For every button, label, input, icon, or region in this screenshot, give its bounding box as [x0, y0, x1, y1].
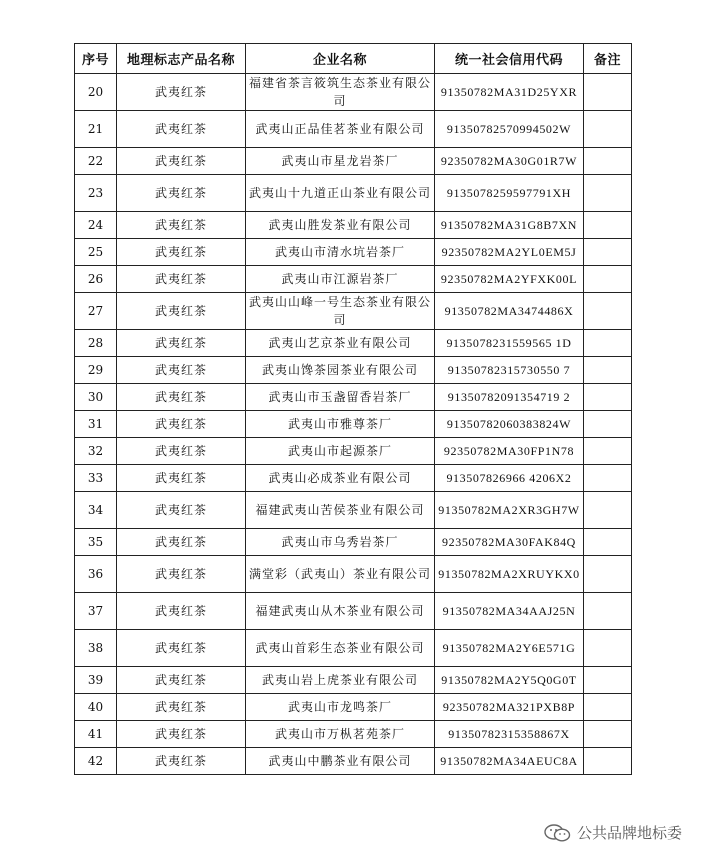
header-code: 统一社会信用代码 — [435, 44, 584, 74]
cell-enterprise: 福建武夷山从木茶业有限公司 — [246, 593, 435, 630]
wechat-icon — [543, 823, 573, 843]
cell-code: 91350782MA2XR3GH7W — [435, 492, 584, 529]
cell-product: 武夷红茶 — [117, 529, 246, 556]
cell-remark — [584, 384, 632, 411]
cell-remark — [584, 175, 632, 212]
cell-code: 91350782MA31D25YXR — [435, 74, 584, 111]
cell-enterprise: 满堂彩（武夷山）茶业有限公司 — [246, 556, 435, 593]
cell-code: 91350782MA34AEUC8A — [435, 748, 584, 775]
table-row — [75, 667, 632, 694]
cell-product: 武夷红茶 — [117, 438, 246, 465]
cell-product: 武夷红茶 — [117, 212, 246, 239]
cell-no: 31 — [75, 411, 117, 438]
table-row — [75, 239, 632, 266]
cell-remark — [584, 465, 632, 492]
cell-enterprise: 武夷山市星龙岩茶厂 — [246, 148, 435, 175]
cell-enterprise: 武夷山十九道正山茶业有限公司 — [246, 175, 435, 212]
table-row — [75, 330, 632, 357]
cell-product: 武夷红茶 — [117, 694, 246, 721]
cell-no: 34 — [75, 492, 117, 529]
cell-no: 42 — [75, 748, 117, 775]
cell-code: 92350782MA321PXB8P — [435, 694, 584, 721]
cell-remark — [584, 239, 632, 266]
cell-no: 29 — [75, 357, 117, 384]
table-row — [75, 357, 632, 384]
cell-no: 22 — [75, 148, 117, 175]
table-header-row — [75, 44, 632, 74]
cell-enterprise: 武夷山市龙鸣茶厂 — [246, 694, 435, 721]
cell-code: 92350782MA2YL0EM5J — [435, 239, 584, 266]
table-row — [75, 748, 632, 775]
header-enterprise: 企业名称 — [246, 44, 435, 74]
cell-code: 91350782MA2Y6E571G — [435, 630, 584, 667]
cell-product: 武夷红茶 — [117, 175, 246, 212]
header-product: 地理标志产品名称 — [117, 44, 246, 74]
cell-enterprise: 武夷山首彩生态茶业有限公司 — [246, 630, 435, 667]
cell-code: 91350782091354719 2 — [435, 384, 584, 411]
cell-remark — [584, 556, 632, 593]
cell-product: 武夷红茶 — [117, 721, 246, 748]
cell-remark — [584, 694, 632, 721]
cell-product: 武夷红茶 — [117, 357, 246, 384]
cell-remark — [584, 330, 632, 357]
cell-no: 37 — [75, 593, 117, 630]
table-row — [75, 721, 632, 748]
cell-no: 40 — [75, 694, 117, 721]
cell-enterprise: 武夷山山峰一号生态茶业有限公司 — [246, 293, 435, 330]
cell-enterprise: 武夷山市万枞茗苑茶厂 — [246, 721, 435, 748]
cell-remark — [584, 212, 632, 239]
cell-enterprise: 武夷山正品佳茗茶业有限公司 — [246, 111, 435, 148]
cell-code: 91350782MA2Y5Q0G0T — [435, 667, 584, 694]
cell-enterprise: 武夷山市清水坑岩茶厂 — [246, 239, 435, 266]
cell-product: 武夷红茶 — [117, 148, 246, 175]
cell-code: 91350782315358867X — [435, 721, 584, 748]
cell-product: 武夷红茶 — [117, 330, 246, 357]
cell-code: 91350782060383824W — [435, 411, 584, 438]
cell-product: 武夷红茶 — [117, 74, 246, 111]
cell-no: 33 — [75, 465, 117, 492]
table-row — [75, 492, 632, 529]
cell-enterprise: 武夷山馋茶园茶业有限公司 — [246, 357, 435, 384]
cell-no: 25 — [75, 239, 117, 266]
watermark — [543, 822, 682, 843]
cell-enterprise: 武夷山市玉盏留香岩茶厂 — [246, 384, 435, 411]
cell-remark — [584, 667, 632, 694]
cell-remark — [584, 293, 632, 330]
cell-product: 武夷红茶 — [117, 111, 246, 148]
cell-product: 武夷红茶 — [117, 593, 246, 630]
cell-remark — [584, 492, 632, 529]
cell-remark — [584, 74, 632, 111]
cell-no: 39 — [75, 667, 117, 694]
table-row — [75, 438, 632, 465]
cell-code: 91350782MA34AAJ25N — [435, 593, 584, 630]
cell-remark — [584, 111, 632, 148]
table-row — [75, 74, 632, 111]
cell-remark — [584, 266, 632, 293]
cell-code: 913507826966 4206X2 — [435, 465, 584, 492]
cell-enterprise: 福建武夷山苦侯茶业有限公司 — [246, 492, 435, 529]
cell-enterprise: 武夷山岩上虎茶业有限公司 — [246, 667, 435, 694]
cell-product: 武夷红茶 — [117, 266, 246, 293]
cell-remark — [584, 438, 632, 465]
cell-enterprise: 武夷山必成茶业有限公司 — [246, 465, 435, 492]
watermark-text: 公共品牌地标委 — [576, 824, 682, 842]
cell-remark — [584, 721, 632, 748]
cell-remark — [584, 630, 632, 667]
cell-remark — [584, 748, 632, 775]
table-row — [75, 411, 632, 438]
cell-code: 91350782MA31G8B7XN — [435, 212, 584, 239]
table-row — [75, 148, 632, 175]
header-no: 序号 — [75, 44, 117, 74]
cell-code: 91350782MA2XRUYKX0 — [435, 556, 584, 593]
cell-enterprise: 武夷山中鹏茶业有限公司 — [246, 748, 435, 775]
cell-product: 武夷红茶 — [117, 411, 246, 438]
cell-enterprise: 武夷山胜发茶业有限公司 — [246, 212, 435, 239]
cell-no: 28 — [75, 330, 117, 357]
cell-product: 武夷红茶 — [117, 556, 246, 593]
cell-product: 武夷红茶 — [117, 630, 246, 667]
cell-code: 91350782MA3474486X — [435, 293, 584, 330]
cell-enterprise: 武夷山市乌秀岩茶厂 — [246, 529, 435, 556]
cell-no: 36 — [75, 556, 117, 593]
cell-remark — [584, 593, 632, 630]
cell-product: 武夷红茶 — [117, 293, 246, 330]
cell-remark — [584, 357, 632, 384]
cell-code: 91350782315730550 7 — [435, 357, 584, 384]
cell-no: 30 — [75, 384, 117, 411]
table-row — [75, 266, 632, 293]
table-row — [75, 111, 632, 148]
cell-no: 38 — [75, 630, 117, 667]
cell-code: 9135078231559565 1D — [435, 330, 584, 357]
table-row — [75, 556, 632, 593]
cell-remark — [584, 529, 632, 556]
cell-no: 35 — [75, 529, 117, 556]
table-row — [75, 529, 632, 556]
table-row — [75, 293, 632, 330]
cell-code: 92350782MA30G01R7W — [435, 148, 584, 175]
cell-enterprise: 武夷山市起源茶厂 — [246, 438, 435, 465]
cell-enterprise: 武夷山市江源岩茶厂 — [246, 266, 435, 293]
table-row — [75, 175, 632, 212]
cell-code: 92350782MA2YFXK00L — [435, 266, 584, 293]
cell-no: 21 — [75, 111, 117, 148]
table-row — [75, 593, 632, 630]
enterprise-table — [74, 43, 632, 775]
cell-no: 23 — [75, 175, 117, 212]
cell-product: 武夷红茶 — [117, 492, 246, 529]
cell-code: 9135078259597791XH — [435, 175, 584, 212]
cell-no: 24 — [75, 212, 117, 239]
cell-remark — [584, 411, 632, 438]
cell-product: 武夷红茶 — [117, 239, 246, 266]
cell-enterprise: 武夷山艺京茶业有限公司 — [246, 330, 435, 357]
cell-no: 20 — [75, 74, 117, 111]
cell-code: 92350782MA30FP1N78 — [435, 438, 584, 465]
cell-no: 26 — [75, 266, 117, 293]
cell-product: 武夷红茶 — [117, 667, 246, 694]
table-row — [75, 212, 632, 239]
table-row — [75, 384, 632, 411]
cell-product: 武夷红茶 — [117, 748, 246, 775]
cell-no: 27 — [75, 293, 117, 330]
cell-enterprise: 福建省茶言筱筑生态茶业有限公司 — [246, 74, 435, 111]
header-remark: 备注 — [584, 44, 632, 74]
cell-code: 92350782MA30FAK84Q — [435, 529, 584, 556]
cell-product: 武夷红茶 — [117, 465, 246, 492]
cell-remark — [584, 148, 632, 175]
cell-product: 武夷红茶 — [117, 384, 246, 411]
cell-no: 32 — [75, 438, 117, 465]
cell-no: 41 — [75, 721, 117, 748]
table-row — [75, 694, 632, 721]
table-row — [75, 465, 632, 492]
table-row — [75, 630, 632, 667]
cell-enterprise: 武夷山市雅尊茶厂 — [246, 411, 435, 438]
cell-code: 91350782570994502W — [435, 111, 584, 148]
table-body — [75, 74, 632, 775]
